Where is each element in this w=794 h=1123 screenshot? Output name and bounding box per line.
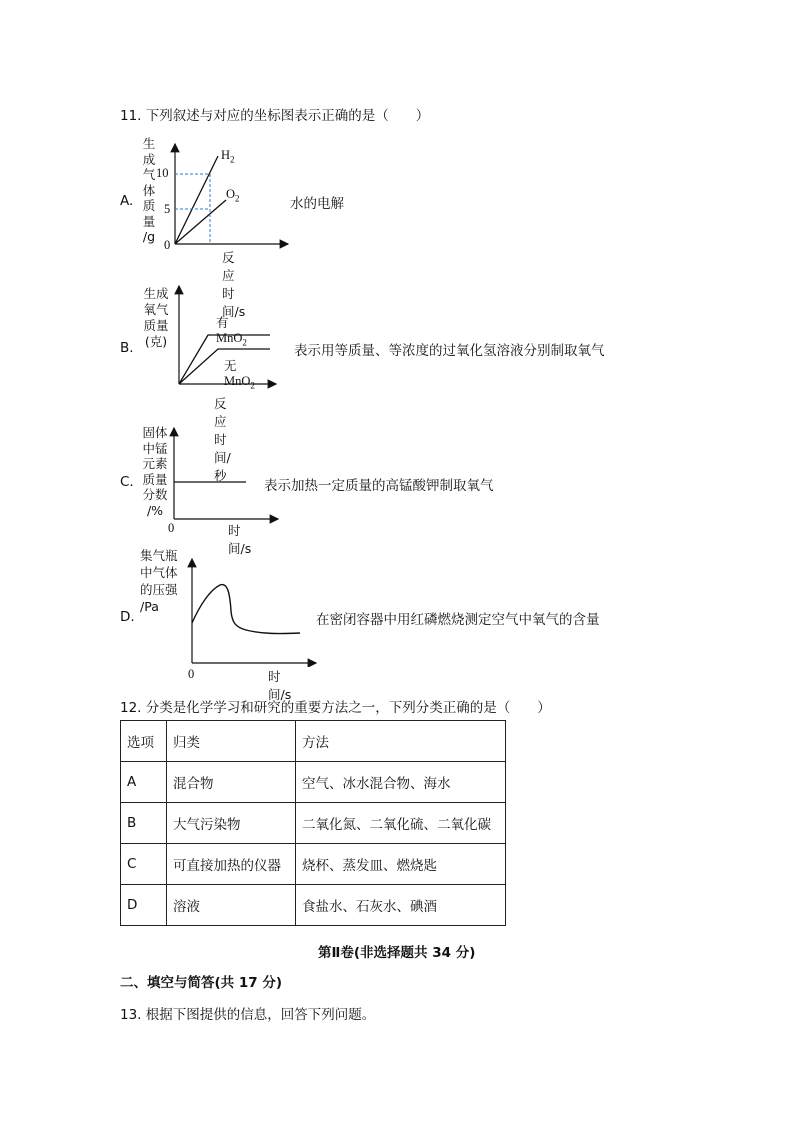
- origin: 0: [164, 238, 171, 252]
- table-row: [121, 885, 506, 926]
- option-b-ylabel: 生成 氧气 质量 (克): [143, 286, 169, 349]
- q11-stem: 11. 下列叙述与对应的坐标图表示正确的是（ ）: [120, 108, 430, 124]
- table-header-cell: 方法: [296, 721, 506, 762]
- option-a-xlabel: 反应时间/s: [222, 250, 246, 319]
- option-d-ylabel: 集气瓶 中气体 的压强 /Pa: [140, 548, 178, 614]
- pressure-curve: [192, 585, 300, 634]
- option-a-letter: A.: [120, 193, 134, 209]
- table-header-cell: 归类: [167, 721, 296, 762]
- option-d-desc: 在密闭容器中用红磷燃烧测定空气中氧气的含量: [316, 612, 600, 628]
- option-b-letter: B.: [120, 340, 134, 356]
- h2-label: $H_2$: [221, 148, 235, 165]
- with-mno2-label: 有MnO$_2$: [216, 316, 247, 348]
- table-cell: C: [121, 844, 167, 885]
- tick-10: 10: [156, 166, 169, 180]
- table-cell: 空气、冰水混合物、海水: [296, 762, 506, 803]
- option-b-xlabel: 反应时间/秒: [214, 396, 231, 483]
- table-cell: D: [121, 885, 167, 926]
- table-cell: 大气污染物: [167, 803, 296, 844]
- table-cell: 烧杯、蒸发皿、燃烧匙: [296, 844, 506, 885]
- option-a-desc: 水的电解: [290, 196, 344, 212]
- tick-5: 5: [164, 202, 171, 216]
- table-cell: 可直接加热的仪器: [167, 844, 296, 885]
- table-cell: 溶液: [167, 885, 296, 926]
- table-row: [121, 803, 506, 844]
- origin: 0: [188, 667, 195, 681]
- table-cell: 二氧化氮、二氧化硫、二氧化碳: [296, 803, 506, 844]
- option-c-desc: 表示加热一定质量的高锰酸钾制取氧气: [264, 478, 494, 494]
- option-c-ylabel: 固体 中锰 元素 质量 分数 /%: [142, 425, 168, 518]
- section-title: 第Ⅱ卷(非选择题共 34 分): [318, 945, 476, 961]
- table-cell: 混合物: [167, 762, 296, 803]
- option-a-ylabel: 生 成 气 体 质 量 /g: [142, 136, 156, 244]
- table-cell: A: [121, 762, 167, 803]
- without-mno2-label: 无MnO$_2$: [224, 359, 255, 391]
- part-title: 二、填空与简答(共 17 分): [120, 975, 283, 991]
- option-d-xlabel: 时间/s: [268, 669, 292, 702]
- option-c-letter: C.: [120, 474, 134, 490]
- o2-line: [175, 200, 226, 244]
- q12-stem: 12. 分类是化学学习和研究的重要方法之一，下列分类正确的是（ ）: [120, 700, 551, 716]
- table-row: [121, 844, 506, 885]
- o2-label: $O_2$: [226, 187, 240, 204]
- option-c-xlabel: 时间/s: [228, 523, 252, 556]
- table-header-row: [121, 721, 506, 762]
- table-cell: B: [121, 803, 167, 844]
- option-d-letter: D.: [120, 609, 135, 625]
- table-header-cell: 选项: [121, 721, 167, 762]
- table-cell: 食盐水、石灰水、碘酒: [296, 885, 506, 926]
- option-d-graph: [184, 555, 320, 667]
- classification-table: [120, 720, 506, 926]
- table-row: [121, 762, 506, 803]
- q13-stem: 13. 根据下图提供的信息，回答下列问题。: [120, 1007, 376, 1023]
- origin: 0: [168, 521, 175, 535]
- h2-line: [175, 156, 218, 244]
- option-b-desc: 表示用等质量、等浓度的过氧化氢溶液分别制取氧气: [294, 343, 605, 359]
